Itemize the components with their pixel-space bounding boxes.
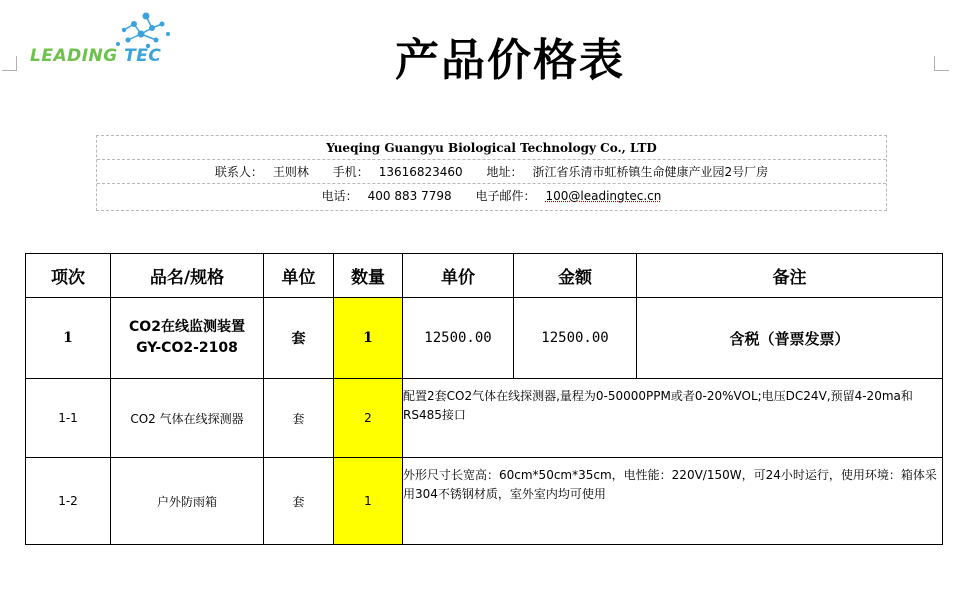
cell-name-spec: [111, 298, 264, 379]
header-quantity: 数量: [334, 254, 403, 298]
company-name: Yueqing Guangyu Biological Technology Co., LTD: [97, 136, 886, 160]
cell-unit: 套: [264, 458, 334, 545]
cell-unit: 套: [264, 379, 334, 458]
header-unit: 单位: [264, 254, 334, 298]
header-remarks: 备注: [637, 254, 943, 298]
contact-field: [210, 165, 314, 179]
email-field: [470, 189, 666, 203]
cell-quantity: 2: [334, 379, 403, 458]
page-corner-mark-right: [934, 56, 949, 71]
cell-amount: 12500.00: [514, 298, 637, 379]
cell-index: 1: [26, 298, 111, 379]
page-corner-mark-left: [2, 56, 17, 71]
table-header-row: [26, 254, 943, 298]
phone-field: [317, 189, 457, 203]
header-name-spec: 品名/规格: [111, 254, 264, 298]
mobile-field: [328, 165, 468, 179]
mobile-label: 手机：: [332, 165, 369, 179]
header-unit-price: 单价: [403, 254, 514, 298]
email-label: 电子邮件：: [475, 189, 536, 203]
company-info-box: [96, 135, 887, 211]
header-amount: 金额: [514, 254, 637, 298]
logo-wordmark: LEADING TEC: [30, 46, 162, 66]
address-field: [482, 165, 774, 179]
cell-name-spec: 户外防雨箱: [111, 458, 264, 545]
address-label: 地址：: [486, 165, 523, 179]
company-logo: [30, 10, 200, 70]
contact-row: [97, 160, 886, 184]
cell-unit-price: 12500.00: [403, 298, 514, 379]
product-model: GY-CO2-2108: [136, 340, 238, 356]
contact-label: 联系人：: [214, 165, 263, 179]
mobile-value: 13616823460: [378, 165, 463, 179]
price-table: [25, 253, 943, 545]
table-row: [26, 458, 943, 545]
phone-row: [97, 184, 886, 208]
phone-label: 电话：: [321, 189, 358, 203]
cell-name-spec: CO2 气体在线探测器: [111, 379, 264, 458]
cell-unit: 套: [264, 298, 334, 379]
table-row: [26, 298, 943, 379]
cell-description: 配置2套CO2气体在线探测器,量程为0-50000PPM或者0-20%VOL;电压DC24V,预留4-20ma和 RS485接口: [403, 379, 943, 458]
cell-quantity: 1: [334, 298, 403, 379]
table-row: [26, 379, 943, 458]
contact-name: 王则林: [272, 165, 309, 179]
email-value[interactable]: 100@leadingtec.cn: [545, 189, 662, 203]
cell-description: 外形尺寸长宽高：60cm*50cm*35cm，电性能：220V/150W，可24小时运行，使用环境：箱体采用304不锈钢材质，室外室内均可使用: [403, 458, 943, 545]
phone-value: 400 883 7798: [367, 189, 452, 203]
cell-quantity: 1: [334, 458, 403, 545]
header-index: 项次: [26, 254, 111, 298]
product-name: CO2在线监测装置: [129, 319, 245, 335]
cell-remarks: 含税（普票发票）: [637, 298, 943, 379]
cell-index: 1-1: [26, 379, 111, 458]
address-value: 浙江省乐清市虹桥镇生命健康产业园2号厂房: [532, 165, 769, 179]
page-title: 产品价格表: [395, 35, 625, 86]
cell-index: 1-2: [26, 458, 111, 545]
